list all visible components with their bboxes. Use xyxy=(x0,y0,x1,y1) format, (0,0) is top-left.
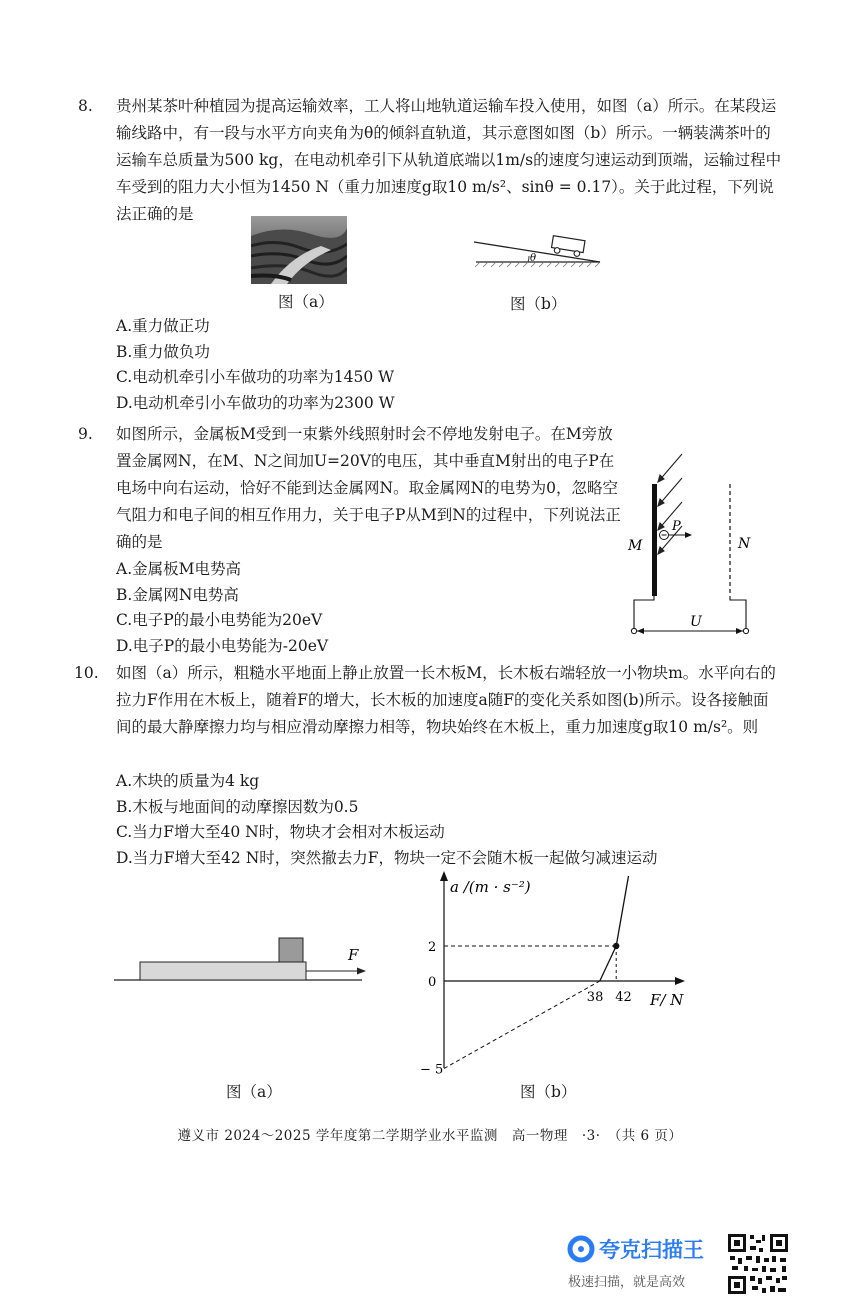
y-tick-label: 0 xyxy=(428,975,437,990)
angle-theta-label: θ xyxy=(530,253,537,264)
x-axis-arrow xyxy=(675,977,685,985)
x-axis-label: F/ N xyxy=(650,991,684,1009)
q8-options xyxy=(116,314,395,416)
force-f-label: F xyxy=(348,946,359,964)
incline-cart-diagram xyxy=(472,230,602,270)
option-b: B.木板与地面间的动摩擦因数为0.5 xyxy=(116,797,359,816)
option-b: B.重力做负功 xyxy=(116,342,210,361)
series-line-2 xyxy=(616,876,628,946)
question-number: 9. xyxy=(78,425,93,443)
x-tick-label: 38 xyxy=(586,990,604,1005)
figure-a-caption: 图（a） xyxy=(226,1083,282,1101)
figure-b-caption: 图（b） xyxy=(510,295,567,313)
board-block-diagram xyxy=(112,930,382,990)
acceleration-force-chart xyxy=(410,868,710,1078)
page-footer: 遵义市 2024～2025 学年度第二学期学业水平监测 高一物理 ·3· （共 6 页） xyxy=(177,1128,683,1144)
figure-a-caption: 图（a） xyxy=(278,293,334,311)
label-u: U xyxy=(690,614,702,630)
option-c: C.电子P的最小电势能为20eV xyxy=(116,611,323,629)
question-text: 如图所示，金属板M受到一束紫外线照射时会不停地发射电子。在M旁放置金属网N，在M、N之间加U=20V的电压，其中垂直M射出的电子P在电场中向右运动，恰好不能到达金属网N。取金属网N的电势为0，忽略空气阻力和电子间的相互作用力，关于电子P从M到N的过程中，下列说法正确的是 xyxy=(116,425,621,551)
option-d: D.电子P的最小电势能为-20eV xyxy=(116,636,329,655)
y-tick-label: 2 xyxy=(428,940,437,955)
question-text: 如图（a）所示，粗糙水平地面上静止放置一长木板M，长木板右端轻放一小物块m。水平向右的拉力F作用在木板上，随着F的增大，长木板的加速度a随F的变化关系如图(b)所示。设各接触面间的最大静摩擦力均与相应滑动摩擦力相等，物块始终在木板上，重力加速度g取10 m/s²。则 xyxy=(116,664,776,736)
brand-name: 夸克扫描王 xyxy=(599,1237,704,1262)
option-c: C.当力F增大至40 N时，物块才会相对木板运动 xyxy=(116,823,445,841)
label-p: P xyxy=(672,519,681,534)
figure-b-caption: 图（b） xyxy=(520,1083,577,1101)
x-tick-label: 42 xyxy=(615,990,632,1005)
small-block-m xyxy=(279,938,303,962)
dashed-extension-line xyxy=(444,981,600,1069)
option-b: B.金属网N电势高 xyxy=(116,585,239,604)
question-number: 10. xyxy=(74,664,99,682)
option-c: C.电动机牵引小车做功的功率为1450 W xyxy=(116,368,395,386)
brand-slogan: 极速扫描，就是高效 xyxy=(568,1275,686,1290)
option-a: A.木块的质量为4 kg xyxy=(116,772,260,790)
y-axis-label: a /(m · s⁻²) xyxy=(450,878,531,896)
option-d: D.电动机牵引小车做功的功率为2300 W xyxy=(116,393,395,412)
y-tick-label: − 5 xyxy=(420,1062,444,1078)
label-n: N xyxy=(738,536,751,552)
q10-options xyxy=(116,769,658,871)
metal-plate-m xyxy=(652,484,657,596)
scanner-watermark xyxy=(566,1232,796,1306)
option-a: A.金属板M电势高 xyxy=(116,560,241,578)
long-board-m xyxy=(140,962,306,980)
q9-options xyxy=(116,557,328,659)
qr-code-icon xyxy=(726,1232,790,1296)
option-a: A.重力做正功 xyxy=(116,317,210,335)
question-text: 贵州某茶叶种植园为提高运输效率，工人将山地轨道运输车投入使用，如图（a）所示。在某段运输线路中，有一段与水平方向夹角为θ的倾斜直轨道，其示意图如图（b）所示。一辆装满茶叶的运输车总质量为500 kg，在电动机牵引下从轨道底端以1m/s的速度匀速运动到顶端，运输过程中车受到的阻力大小恒为1450 N（重力加速度g取10 m/s²、sinθ = 0.17）。关于此过程，下列说法正确的是 xyxy=(116,97,782,223)
option-d: D.当力F增大至42 N时，突然撤去力F，物块一定不会随木板一起做匀减速运动 xyxy=(116,848,658,867)
metal-plate-mesh-diagram xyxy=(620,450,770,640)
y-axis-arrow xyxy=(440,871,448,881)
tea-plantation-photo xyxy=(251,216,347,284)
data-point xyxy=(613,943,619,949)
question-number: 8. xyxy=(78,97,93,115)
label-m: M xyxy=(628,538,643,554)
